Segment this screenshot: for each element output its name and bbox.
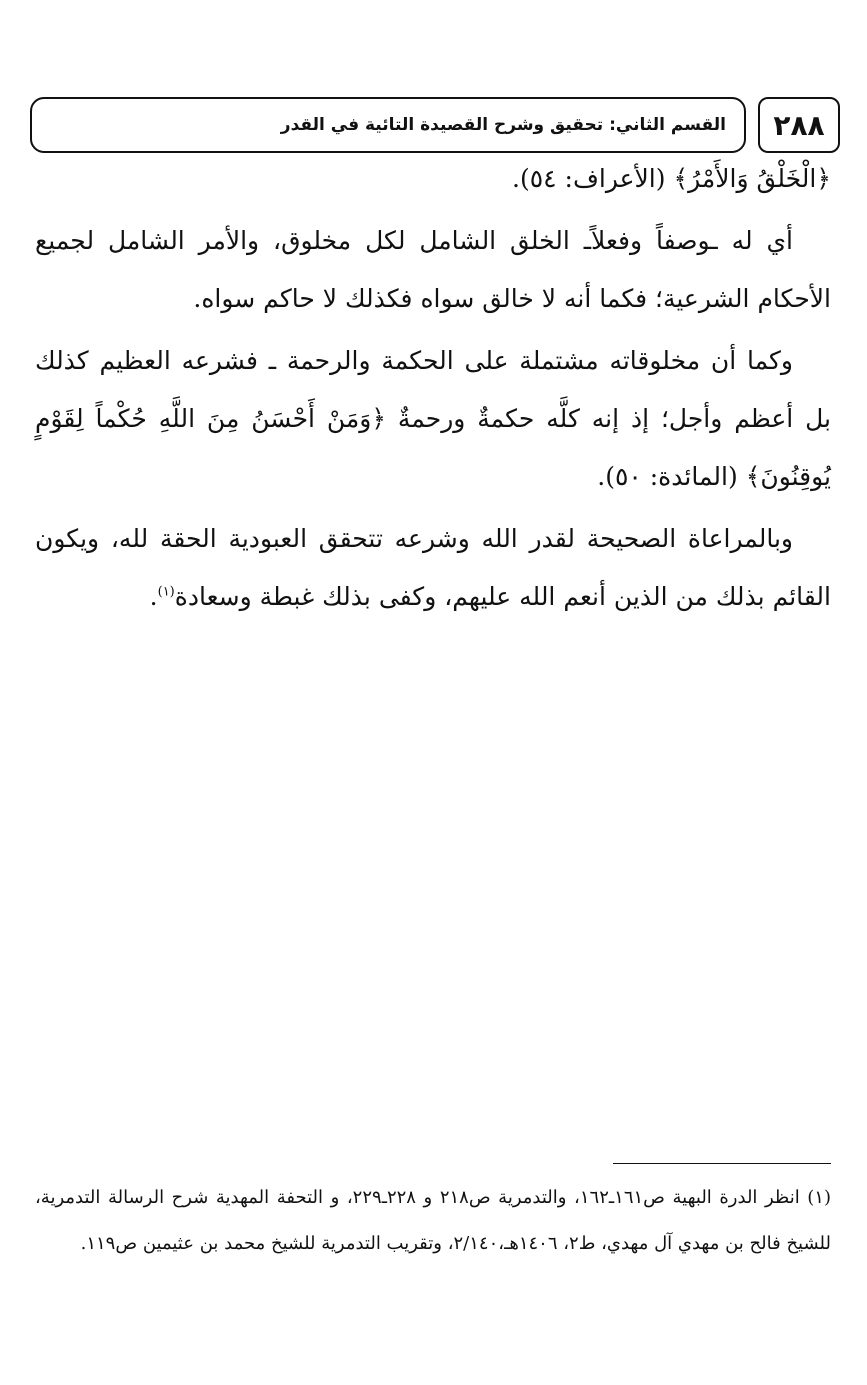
page-header	[30, 97, 840, 153]
running-title: القسم الثاني: تحقيق وشرح القصيدة التائية في القدر	[30, 97, 746, 153]
paragraph-wisdom: وكما أن مخلوقاته مشتملة على الحكمة والرحمة ـ فشرعه العظيم كذلك بل أعظم وأجل؛ إذ إنه كلَّه حكمةٌ ورحمةٌ ﴿وَمَنْ أَحْسَنُ مِنَ اللَّهِ حُكْماً لِقَوْمٍ يُوقِنُونَ﴾ (المائدة: ٥٠).	[35, 346, 831, 491]
paragraph-explanation: أي له ـوصفاً وفعلاًـ الخلق الشامل لكل مخلوق، والأمر الشامل لجميع الأحكام الشرعية؛ فكما أنه لا خالق سواه فكذلك لا حاكم سواه.	[35, 226, 831, 313]
conclusion-end: .	[149, 582, 158, 611]
paragraph-conclusion	[35, 510, 831, 626]
main-text	[35, 150, 831, 630]
conclusion-text: وبالمراعاة الصحيحة لقدر الله وشرعه تتحقق العبودية الحقة لله، ويكون القائم بذلك من الذين أنعم الله عليهم، وكفى بذلك غبطة وسعادة	[35, 524, 831, 611]
page-number: ٢٨٨	[758, 97, 840, 153]
footnote-separator	[613, 1163, 831, 1164]
footnote-section	[35, 1175, 831, 1267]
verse-continuation: ﴿الْخَلْقُ وَالأَمْرُ﴾ (الأعراف: ٥٤).	[512, 164, 831, 193]
footnote-1: (١) انظر الدرة البهية ص١٦١ـ١٦٢، والتدمرية ص٢١٨ و ٢٢٨ـ٢٢٩، و التحفة المهدية شرح الرسالة التدمرية، للشيخ فالح بن مهدي آل مهدي، ط٢، ١٤٠٦هـ،٢/١٤٠، وتقريب التدمرية للشيخ محمد بن عثيمين ص١١٩.	[35, 1187, 831, 1254]
footnote-marker[interactable]: (١)	[157, 584, 175, 600]
